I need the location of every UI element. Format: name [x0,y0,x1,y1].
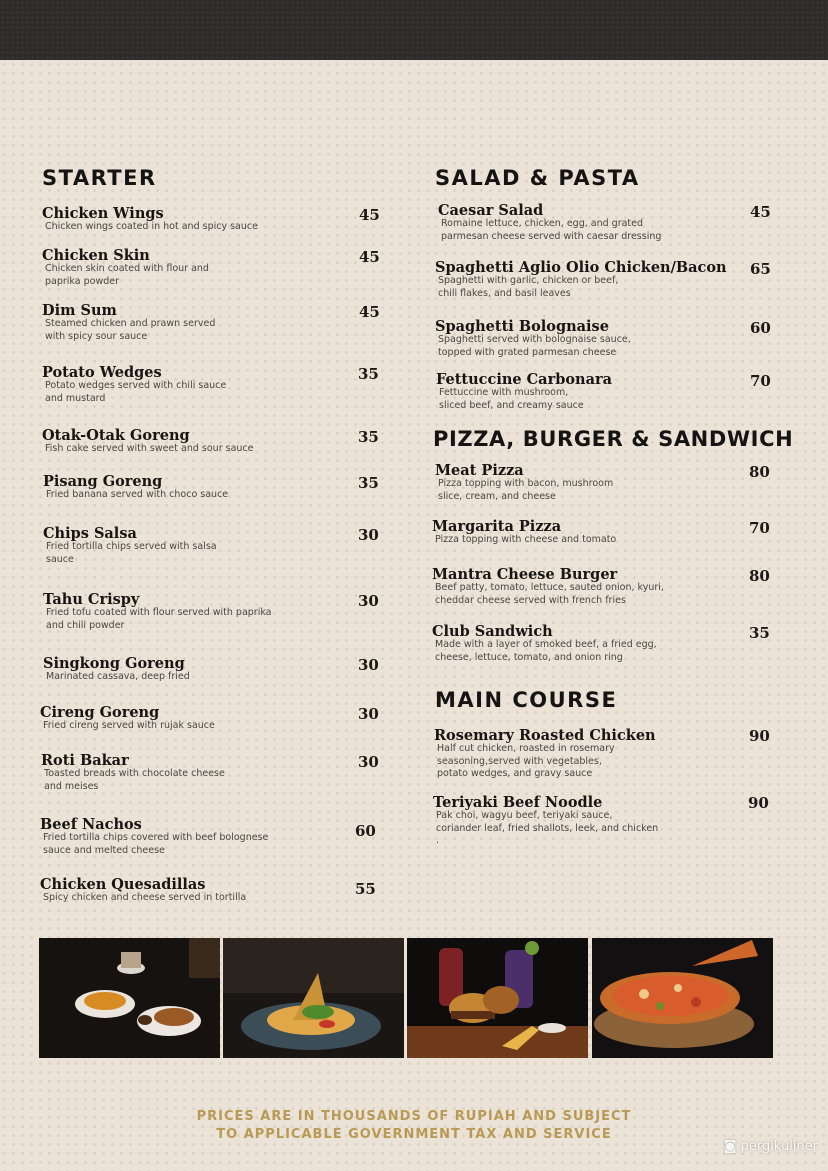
item-name: Fettuccine Carbonara [436,371,613,388]
item-price: 80 [749,567,770,585]
item-description: Chicken wings coated in hot and spicy sauce [45,221,258,232]
item-name: Spaghetti Bolognaise [435,318,609,335]
item-name: Potato Wedges [42,364,162,381]
menu-item [41,753,225,793]
item-description: Fried tortilla chips covered with beef bolognese sauce and melted cheese [43,832,269,856]
menu-item [42,248,209,288]
section-title-pizza-burger-sandwich: PIZZA, BURGER & SANDWICH [433,427,794,451]
item-price: 30 [358,753,379,771]
item-description: Fish cake served with sweet and sour sauce [45,443,254,454]
item-description: Romaine lettuce, chicken, egg, and grated parmesan cheese served with caesar dressing [441,218,662,242]
menu-item [432,567,664,607]
item-price: 90 [748,794,769,812]
item-price: 45 [750,203,771,221]
item-description: Pak choi, wagyu beef, teriyaki sauce, coriander leaf, fried shallots, leek, and chicken . [436,810,659,846]
menu-item [43,474,228,502]
item-description: Spaghetti with garlic, chicken or beef, chili flakes, and basil leaves [438,275,619,299]
menu-item [435,463,613,503]
item-price: 70 [749,519,770,537]
item-description: Pizza topping with bacon, mushroom slice, cream, and cheese [438,478,614,502]
item-name: Roti Bakar [41,752,129,769]
item-price: 45 [359,206,380,224]
item-price: 35 [358,365,379,383]
item-name: Mantra Cheese Burger [432,566,618,583]
section-title-starter: STARTER [42,166,157,190]
item-description: Potato wedges served with chili sauce and mustard [45,380,227,404]
photo-pasta [223,938,404,1058]
item-name: Spaghetti Aglio Olio Chicken/Bacon [435,259,727,276]
item-price: 35 [749,624,770,642]
item-description: Fried banana served with choco sauce [46,489,229,500]
menu-item [432,519,616,547]
item-name: Tahu Crispy [43,591,140,608]
photo-starters [39,938,220,1058]
section-title-main-course: MAIN COURSE [435,688,618,712]
item-name: Chicken Wings [42,205,164,222]
item-name: Cireng Goreng [40,704,160,721]
item-name: Club Sandwich [432,623,553,640]
item-price: 30 [358,705,379,723]
menu-item [435,319,631,359]
item-name: Dim Sum [42,302,117,319]
item-description: Fettuccine with mushroom, sliced beef, and creamy sauce [439,387,584,411]
item-price: 55 [355,880,376,898]
item-description: Marinated cassava, deep fried [46,671,190,682]
menu-item [43,592,272,632]
menu-item [43,526,217,566]
menu-item [40,817,268,857]
item-name: Chicken Skin [42,247,150,264]
item-name: Otak-Otak Goreng [42,427,190,444]
menu-item [438,203,661,243]
item-name: Singkong Goreng [43,655,185,672]
item-price: 35 [358,428,379,446]
menu-item [432,624,657,664]
item-price: 30 [358,656,379,674]
item-description: Chicken skin coated with flour and paprika powder [45,263,209,287]
item-description: Fried cireng served with rujak sauce [43,720,215,731]
menu-item [436,372,612,412]
footer-note-line1: PRICES ARE IN THOUSANDS OF RUPIAH AND SUBJECT [196,1109,632,1124]
menu-item [40,705,215,733]
footer-note-line2: TO APPLICABLE GOVERNMENT TAX AND SERVICE [216,1127,612,1140]
menu-item [43,656,190,684]
item-price: 35 [358,474,379,492]
item-price: 80 [749,463,770,481]
watermark [724,1139,818,1154]
menu-item [435,260,727,300]
photo-pizza [592,938,773,1058]
item-name: Chicken Quesadillas [40,876,206,893]
item-description: Beef patty, tomato, lettuce, sauted onion, kyuri, cheddar cheese served with french fries [435,582,664,606]
item-description: Half cut chicken, roasted in rosemary seasoning,served with vegetables, potato wedges, and gravy sauce [437,743,615,779]
item-description: Fried tortilla chips served with salsa sauce [46,541,217,565]
item-description: Fried tofu coated with flour served with paprika and chili powder [46,607,272,631]
top-bar [0,0,828,60]
camera-icon: ◙ [723,1139,737,1154]
item-price: 70 [750,372,771,390]
item-name: Chips Salsa [43,525,137,542]
item-name: Margarita Pizza [432,518,562,535]
menu-item [434,728,656,781]
item-name: Pisang Goreng [43,473,163,490]
item-description: Toasted breads with chocolate cheese and meises [44,768,225,792]
menu-item [42,206,258,234]
item-description: Spaghetti served with bolognaise sauce, topped with grated parmesan cheese [438,334,631,358]
item-price: 45 [359,248,380,266]
menu-item [433,795,658,848]
item-description: Steamed chicken and prawn served with spicy sour sauce [45,318,216,342]
item-price: 65 [750,260,771,278]
photo-burger [407,938,588,1058]
item-price: 30 [358,592,379,610]
item-price: 30 [358,526,379,544]
item-name: Caesar Salad [438,202,544,219]
item-price: 90 [749,727,770,745]
menu-item [42,428,253,456]
menu-item [42,365,226,405]
item-name: Rosemary Roasted Chicken [434,727,656,744]
menu-item [42,303,215,343]
item-price: 45 [359,303,380,321]
section-title-salad-pasta: SALAD & PASTA [435,166,640,190]
item-name: Teriyaki Beef Noodle [433,794,603,811]
watermark-text: pergikuliner [740,1139,818,1154]
item-name: Beef Nachos [40,816,142,833]
item-price: 60 [750,319,771,337]
item-price: 60 [355,822,376,840]
item-description: Made with a layer of smoked beef, a fried egg, cheese, lettuce, tomato, and onion ring [435,639,657,663]
menu-item [40,877,246,905]
item-description: Pizza topping with cheese and tomato [435,534,617,545]
item-description: Spicy chicken and cheese served in tortilla [43,892,247,903]
item-name: Meat Pizza [435,462,524,479]
